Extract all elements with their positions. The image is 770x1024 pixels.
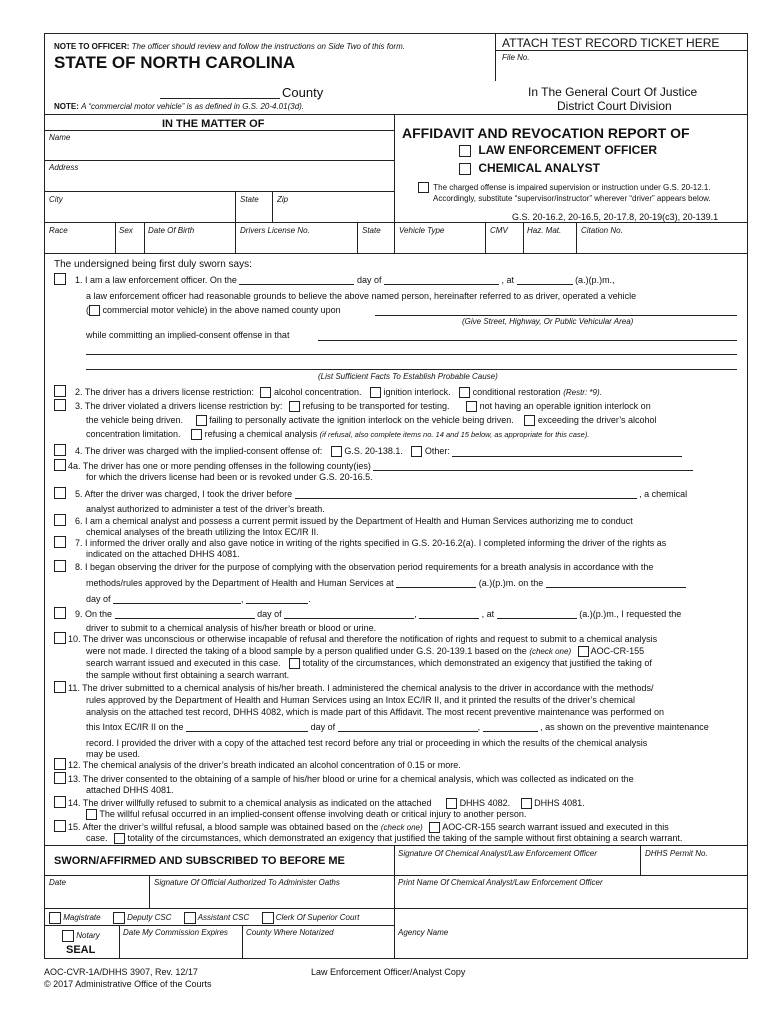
seal-label: SEAL — [66, 944, 96, 956]
item9-date-field[interactable] — [115, 610, 255, 619]
item8-text-b: methods/rules approved by the Department of Health and Human Services at — [86, 578, 394, 588]
signature-top-line — [44, 845, 748, 846]
commission-label: Date My Commission Expires — [123, 928, 228, 937]
item3-h: (if refusal, also complete items no. 14 and 15 below, as appropriate for this case). — [319, 430, 590, 439]
address-label: Address — [49, 163, 79, 172]
pending-county-field[interactable] — [373, 462, 693, 471]
race-divider — [115, 222, 116, 253]
notary-divider — [119, 925, 120, 959]
item3-checkbox[interactable] — [54, 399, 66, 411]
notary-row-line — [44, 925, 394, 926]
item8-comma: , — [241, 594, 244, 604]
item15-text-c: AOC-CR-155 search warrant issued and executed in this — [442, 822, 669, 832]
notary-label: Notary — [76, 931, 100, 941]
print-name-label: Print Name Of Chemical Analyst/Law Enforcement Officer — [398, 878, 603, 887]
item9-text-c: , at — [481, 609, 495, 619]
item4-b: Other: — [424, 446, 450, 456]
deputy-csc-checkbox[interactable] — [113, 912, 125, 924]
dl-label: Drivers License No. — [240, 226, 310, 235]
item8-text-c: (a.)(p.)m. on the — [478, 578, 544, 588]
state-label: State — [240, 195, 259, 204]
item11-text-d: this Intox EC/IR II on the — [86, 722, 184, 732]
item15-line1 — [68, 822, 669, 833]
item2-text: 2. The driver has a drivers license restriction: — [75, 387, 254, 397]
item2-line — [75, 387, 602, 398]
item8-line2 — [86, 578, 686, 588]
report-title: AFFIDAVIT AND REVOCATION REPORT OF — [402, 125, 690, 141]
note-to-officer — [54, 42, 405, 51]
item5-text-b: , a chemical — [639, 489, 688, 499]
court-line-2: District Court Division — [557, 99, 672, 113]
item4a-line1 — [68, 461, 693, 471]
race-row-top — [44, 222, 748, 223]
item12-checkbox[interactable] — [54, 758, 66, 770]
item1-paren: ( — [86, 305, 89, 315]
item10-text-b: were not made. I directed the taking of a blood sample by a person qualified under G.S. 20-139.1 based on the — [86, 646, 527, 656]
item5-checkbox[interactable] — [54, 487, 66, 499]
item4-checkbox[interactable] — [54, 444, 66, 456]
item9-time-field[interactable] — [497, 610, 577, 619]
item9-month-field[interactable] — [284, 610, 414, 619]
haz-label: Haz. Mat. — [527, 226, 562, 235]
item1-text-a: 1. I am a law enforcement officer. On the — [75, 275, 237, 285]
item8-month-field[interactable] — [113, 595, 241, 604]
sig-official-label: Signature Of Official Authorized To Administer Oaths — [154, 878, 340, 887]
item11-line3: analysis on the attached test record, DHHS 4082, which is made part of this Affidavit. The most recent preventive maintenance was performed on — [86, 707, 664, 717]
item7-line2: indicated on the attached DHHS 4081. — [86, 549, 240, 559]
dl-divider — [357, 222, 358, 253]
gs-20-138-checkbox[interactable] — [331, 446, 342, 457]
dhhs-4081-checkbox[interactable] — [521, 798, 532, 809]
date-divider — [149, 875, 150, 908]
no-interlock-checkbox[interactable] — [466, 401, 477, 412]
item3-a: refusing to be transported for testing. — [302, 401, 450, 411]
item1-text-b: day of — [356, 275, 382, 285]
county-notarized-label: County Where Notarized — [246, 928, 334, 937]
item3-text: 3. The driver violated a drivers license restriction by: — [75, 401, 283, 411]
race-label: Race — [49, 226, 68, 235]
exceeding-alcohol-checkbox[interactable] — [524, 415, 535, 426]
signature-divider — [394, 845, 395, 959]
matter-title-line — [44, 130, 394, 131]
item3-line1 — [75, 401, 651, 412]
item4-text: 4. The driver was charged with the implied-consent offense of: — [75, 446, 323, 456]
item10-line4: the sample without first obtaining a search warrant. — [86, 670, 290, 680]
item8-text-d: day of — [86, 594, 111, 604]
matter-divider — [394, 114, 395, 222]
item8-checkbox[interactable] — [54, 560, 66, 572]
officer-checkbox[interactable] — [459, 145, 471, 157]
item14-text-b: DHHS 4082. — [459, 798, 511, 808]
item3-d: failing to personally activate the ignition interlock on the vehicle being driven. — [209, 415, 514, 425]
sex-divider — [144, 222, 145, 253]
sig-analyst-label: Signature Of Chemical Analyst/Law Enforcement Officer — [398, 849, 597, 858]
facts-caption: (List Sufficient Facts To Establish Probable Cause) — [318, 372, 498, 381]
state-zip-divider — [272, 191, 273, 222]
item9-line2: driver to submit to a chemical analysis of his/her breath or blood or urine. — [86, 623, 377, 633]
officer-label: LAW ENFORCEMENT OFFICER — [478, 143, 658, 157]
item4-a: G.S. 20-138.1. — [344, 446, 403, 456]
item7-checkbox[interactable] — [54, 536, 66, 548]
item5-line1 — [75, 489, 687, 499]
cmv-divider — [485, 222, 486, 253]
item10-text-c: (check one) — [529, 647, 572, 656]
item3-line3 — [86, 429, 589, 440]
item13-line2: attached DHHS 4081. — [86, 785, 174, 795]
county-line[interactable] — [160, 98, 280, 99]
item10-line2 — [86, 646, 644, 657]
item1-month-field[interactable] — [384, 276, 499, 285]
analyst-name-field[interactable] — [295, 490, 637, 499]
item1-text-c: , at — [501, 275, 515, 285]
item3-c: the vehicle being driven. — [86, 415, 184, 425]
item14-checkbox[interactable] — [54, 796, 66, 808]
refusing-analysis-checkbox[interactable] — [191, 429, 202, 440]
item9-text-b: day of — [257, 609, 282, 619]
item13-line1: 13. The driver consented to the obtaining of a sample of his/her blood or urine for a chemical analysis, which was collected as indicated on the — [68, 774, 634, 784]
date-label: Date — [49, 878, 66, 887]
matter-top-line — [44, 114, 748, 115]
other-offense-field[interactable] — [452, 448, 682, 457]
item1-text-f: commercial motor vehicle) in the above named county upon — [102, 305, 341, 315]
totality-checkbox-10[interactable] — [289, 658, 300, 669]
copyright: © 2017 Administrative Office of the Courts — [44, 979, 212, 989]
vehicle-divider — [394, 222, 395, 253]
matter-title: IN THE MATTER OF — [162, 118, 265, 130]
analyst-label: CHEMICAL ANALYST — [478, 161, 600, 175]
aoc-cr-155-checkbox-15[interactable] — [429, 822, 440, 833]
item8-date-field[interactable] — [546, 579, 686, 588]
item11-line4 — [86, 722, 709, 732]
sex-label: Sex — [119, 226, 133, 235]
item15-text-a: 15. After the driver’s willful refusal, a blood sample was obtained based on the — [68, 822, 379, 832]
dob-divider — [235, 222, 236, 253]
item14-line2 — [86, 809, 526, 820]
failing-activate-checkbox[interactable] — [196, 415, 207, 426]
agency-label: Agency Name — [398, 928, 449, 937]
item1-text-d: (a.)(p.)m., — [575, 275, 615, 285]
option-analyst[interactable] — [459, 161, 600, 175]
option-officer[interactable] — [459, 143, 657, 157]
item3-f: concentration limitation. — [86, 429, 181, 439]
dhhs-4082-checkbox[interactable] — [446, 798, 457, 809]
statutes: G.S. 20-16.2, 20-16.5, 20-17.8, 20-19(c3), 20-139.1 — [512, 212, 719, 222]
item10-line1: 10. The driver was unconscious or otherwise incapable of refusal and therefore the notification of rights and request to submit to a chemical analysis — [68, 634, 658, 644]
item2-a: alcohol concentration. — [273, 387, 362, 397]
item11-month-field[interactable] — [338, 723, 478, 732]
item9-year-field[interactable] — [419, 610, 479, 619]
cmv-note-label: NOTE: — [54, 102, 79, 111]
item11-line1: 11. The driver submitted to a chemical analysis of his/her breath. I administered the chemical analysis to the driver in accordance with the methods/ — [68, 683, 654, 693]
item4-line — [75, 446, 682, 457]
item11-text-f: , as shown on the preventive maintenance — [540, 722, 709, 732]
item1-date-field[interactable] — [239, 276, 354, 285]
dob-label: Date Of Birth — [148, 226, 195, 235]
item11-text-e: day of — [310, 722, 336, 732]
county-label: County — [282, 85, 324, 100]
item15-text-d: case. — [86, 833, 108, 843]
note-to-officer-label: NOTE TO OFFICER: — [54, 42, 130, 51]
form-number: AOC-CVR-1A/DHHS 3907, Rev. 12/17 — [44, 967, 198, 977]
officer-title-options — [49, 912, 359, 924]
commission-divider — [242, 925, 243, 959]
title-row-line — [44, 908, 748, 909]
attach-divider — [495, 33, 496, 81]
item5-line2: analyst authorized to administer a test of the driver’s breath. — [86, 504, 325, 514]
permit-divider — [640, 845, 641, 875]
item8-period: . — [308, 594, 311, 604]
deputy-csc-label: Deputy CSC — [127, 913, 172, 923]
item8-line1: 8. I began observing the driver for the purpose of complying with the observation period requirements for a breath analysis in accordance with the — [75, 562, 654, 572]
item11-year-field[interactable] — [483, 723, 538, 732]
magistrate-checkbox[interactable] — [49, 912, 61, 924]
city-state-divider — [235, 191, 236, 222]
cmv-label: CMV — [490, 226, 508, 235]
assistant-csc-checkbox[interactable] — [184, 912, 196, 924]
item6-checkbox[interactable] — [54, 514, 66, 526]
cmv-checkbox[interactable] — [89, 305, 100, 316]
item11-date-field[interactable] — [186, 723, 308, 732]
item14-text-c: DHHS 4081. — [534, 798, 585, 808]
notary-option[interactable] — [62, 930, 100, 942]
clerk-superior-label: Clerk Of Superior Court — [275, 913, 360, 923]
item9-line1 — [75, 609, 681, 619]
item9-text-d: (a.)(p.)m., I requested the — [579, 609, 682, 619]
aoc-cr-155-checkbox[interactable] — [578, 646, 589, 657]
city-label: City — [49, 195, 63, 204]
item10-text-f: totality of the circumstances, which demonstrated an exigency that justified the taking of — [302, 658, 652, 668]
item8-time-field[interactable] — [396, 579, 476, 588]
item11-checkbox[interactable] — [54, 681, 66, 693]
item9-checkbox[interactable] — [54, 607, 66, 619]
dl-state-label: State — [362, 226, 381, 235]
item14-text-a: 14. The driver willfully refused to submit to a chemical analysis as indicated on the attached — [68, 798, 432, 808]
file-no-label: File No. — [502, 53, 530, 62]
item10-checkbox[interactable] — [54, 632, 66, 644]
item11-line2: rules approved by the Department of Health and Human Services using an Intox EC/IR II, and it printed the results of the driver’s chemical — [86, 695, 635, 705]
item14-line1 — [68, 798, 585, 809]
vehicle-type-label: Vehicle Type — [399, 226, 445, 235]
copy-designation: Law Enforcement Officer/Analyst Copy — [311, 967, 466, 977]
charged-offense[interactable] — [418, 182, 711, 193]
item4a-text: 4a. The driver has one or more pending offenses in the following county(ies) — [68, 461, 371, 471]
item2-checkbox[interactable] — [54, 385, 66, 397]
item15-text-b: (check one) — [380, 823, 423, 832]
charged-offense-line2: Accordingly, substitute “supervisor/instructor” wherever “driver” appears below. — [433, 194, 711, 203]
item8-year-field[interactable] — [246, 595, 308, 604]
sworn-statement: The undersigned being first duly sworn says: — [54, 259, 252, 270]
notary-checkbox[interactable] — [62, 930, 74, 942]
item11-line5: record. I provided the driver with a copy of the attached test record before any trial or proceeding in which the results of the chemical analysis — [86, 738, 648, 748]
facts-field-3[interactable] — [86, 369, 737, 370]
race-row-bottom — [44, 253, 748, 254]
item3-e: exceeding the driver’s alcohol — [537, 415, 657, 425]
item12-line: 12. The chemical analysis of the driver’s breath indicated an alcohol concentration of 0.15 or more. — [68, 760, 461, 770]
cmv-note-text: A “commercial motor vehicle” is as defined in G.S. 20-4.01(3d). — [81, 102, 305, 111]
item9-text-a: 9. On the — [75, 609, 113, 619]
sworn-title: SWORN/AFFIRMED AND SUBSCRIBED TO BEFORE ME — [54, 855, 345, 867]
item6-line1: 6. I am a chemical analyst and possess a current permit issued by the Department of Health and Human Services authorizing me to conduct — [75, 516, 633, 526]
refusing-transport-checkbox[interactable] — [289, 401, 300, 412]
death-injury-checkbox[interactable] — [86, 809, 97, 820]
item1-line4: while committing an implied-consent offense in that — [86, 330, 290, 340]
item3-g: refusing a chemical analysis — [204, 429, 318, 439]
name-label: Name — [49, 133, 71, 142]
item15-checkbox[interactable] — [54, 820, 66, 832]
charged-offense-line1: The charged offense is impaired supervision or instruction under G.S. 20-12.1. — [433, 182, 711, 192]
zip-label: Zip — [277, 195, 289, 204]
item11-line6: may be used. — [86, 749, 141, 759]
address-field[interactable] — [44, 191, 394, 192]
item2-d: (Restr: *9). — [563, 388, 602, 397]
item1-line2: a law enforcement officer had reasonable grounds to believe the above named person, hereinafter referred to as driver, operated a vehicle — [86, 291, 637, 301]
item13-checkbox[interactable] — [54, 772, 66, 784]
magistrate-label: Magistrate — [63, 913, 101, 923]
item6-line2: chemical analyses of the breath utilizing the Intox EC/IR II. — [86, 527, 319, 537]
item10-text-e: search warrant issued and executed in this case. — [86, 658, 281, 668]
facts-field-1[interactable] — [318, 340, 737, 341]
assistant-csc-label: Assistant CSC — [197, 913, 250, 923]
attach-underline — [495, 50, 748, 51]
item3-b: not having an operable ignition interlock on — [479, 401, 651, 411]
other-offense-checkbox[interactable] — [411, 446, 422, 457]
item10-line3 — [86, 658, 652, 669]
attach-ticket-label: ATTACH TEST RECORD TICKET HERE — [502, 36, 720, 50]
street-caption: (Give Street, Highway, Or Public Vehicular Area) — [462, 317, 634, 326]
street-field[interactable] — [375, 315, 737, 316]
item9-comma: , — [414, 609, 417, 619]
item3-line2 — [86, 415, 657, 426]
note-to-officer-text: The officer should review and follow the instructions on Side Two of this form. — [131, 42, 405, 51]
haz-divider — [523, 222, 524, 253]
state-title: STATE OF NORTH CAROLINA — [54, 53, 296, 72]
ignition-interlock-checkbox[interactable] — [370, 387, 381, 398]
name-field[interactable] — [44, 160, 394, 161]
item1-checkbox[interactable] — [54, 273, 66, 285]
item7-line1: 7. I informed the driver orally and also gave notice in writing of the rights specified in G.S. 20-16.2(a). I completed informing the driver of the rights as — [75, 538, 667, 548]
item1-line3 — [86, 305, 341, 316]
item4a-line2: for which the drivers license had been or is revoked under G.S. 20-16.5. — [86, 472, 373, 482]
item1-line1 — [75, 275, 615, 285]
citation-label: Citation No. — [581, 226, 623, 235]
analyst-checkbox[interactable] — [459, 163, 471, 175]
totality-checkbox-15[interactable] — [114, 833, 125, 844]
item8-line3 — [86, 594, 311, 604]
court-line-1: In The General Court Of Justice — [528, 85, 698, 99]
item4a-checkbox[interactable] — [54, 459, 66, 471]
item2-b: ignition interlock. — [383, 387, 451, 397]
conditional-restoration-checkbox[interactable] — [459, 387, 470, 398]
cmv-note — [54, 102, 304, 111]
alcohol-conc-checkbox[interactable] — [260, 387, 271, 398]
facts-field-2[interactable] — [86, 354, 737, 355]
item15-text-e: totality of the circumstances, which demonstrated an exigency that justified the taking of the sample without first obtaining a search warrant. — [127, 833, 683, 843]
item15-line2 — [86, 833, 682, 844]
item11-comma: , — [477, 722, 481, 732]
item1-time-field[interactable] — [517, 276, 573, 285]
clerk-superior-checkbox[interactable] — [262, 912, 274, 924]
permit-label: DHHS Permit No. — [645, 849, 708, 858]
item5-text-a: 5. After the driver was charged, I took the driver before — [75, 489, 293, 499]
item10-text-d: AOC-CR-155 — [590, 646, 645, 656]
charged-offense-checkbox[interactable] — [418, 182, 429, 193]
citation-divider — [576, 222, 577, 253]
item2-c: conditional restoration — [472, 387, 561, 397]
item14-text-d: The willful refusal occurred in an implied-consent offense involving death or critical injury to another person. — [99, 809, 527, 819]
